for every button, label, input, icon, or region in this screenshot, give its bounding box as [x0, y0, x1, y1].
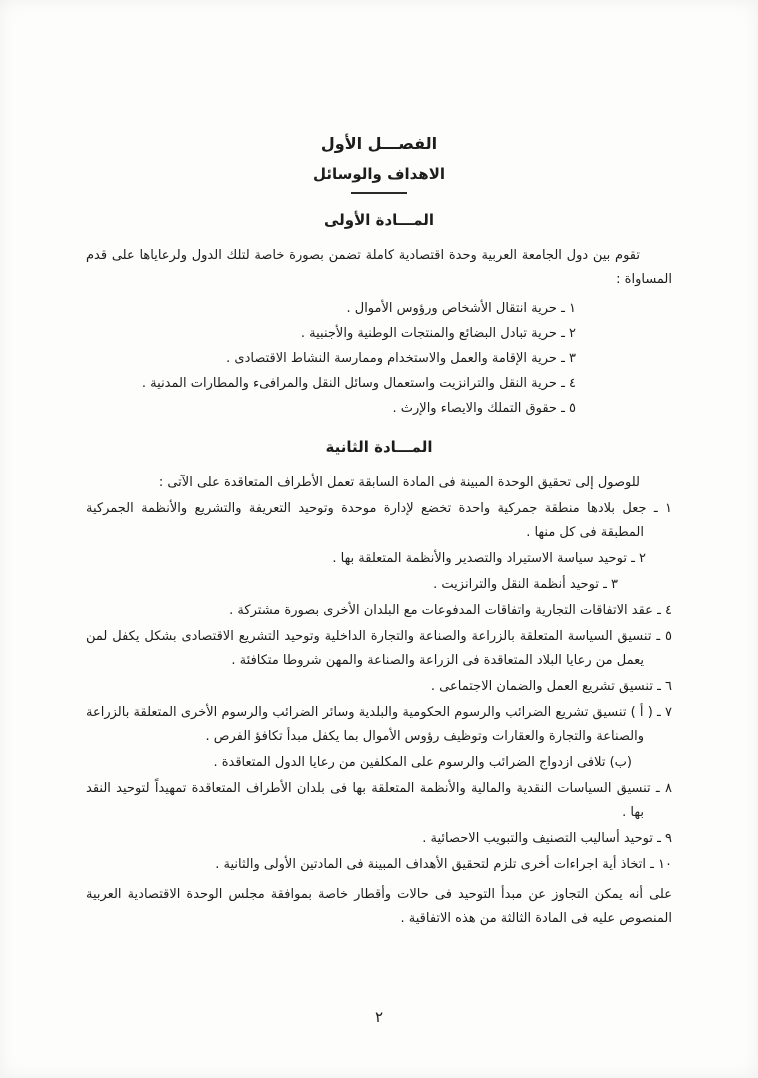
article-one-item: ٢ ـ حرية تبادل البضائع والمنتجات الوطنية والأجنبية .: [300, 326, 576, 341]
article-two-heading: المـــادة الثانية: [325, 438, 433, 456]
article-two-item: ٤ ـ عقد الاتفاقات التجارية واتفاقات المدفوعات مع البلدان الأخرى بصورة مشتركة .: [229, 603, 672, 618]
heading-rule: [351, 192, 407, 194]
article-one-item: ٥ ـ حقوق التملك والايصاء والإرث .: [392, 401, 576, 416]
article-two-item: ٥ ـ تنسيق السياسة المتعلقة بالزراعة والصناعة والتجارة الداخلية وتوحيد التشريع الاقتصادى بشكل يكفل لمن يعمل من رعايا البلاد المتعاقدة فى الزراعة والصناعة والمهن شروطا متكافئة .: [86, 629, 672, 668]
chapter-subtitle: الاهداف والوسائل: [312, 165, 446, 183]
article-one-list: [86, 296, 672, 421]
article-two-item: ٦ ـ تنسيق تشريع العمل والضمان الاجتماعى .: [430, 679, 672, 694]
article-two-item: ٢ ـ توحيد سياسة الاستيراد والتصدير والأنظمة المتعلقة بها .: [332, 551, 646, 566]
article-two-list: [86, 497, 672, 877]
article-two-intro: للوصول إلى تحقيق الوحدة المبينة فى المادة السابقة تعمل الأطراف المتعاقدة على الآتى :: [158, 475, 640, 490]
article-two-item: ٩ ـ توحيد أساليب التصنيف والتبويب الاحصائية .: [422, 831, 672, 846]
article-one-item: ٤ ـ حرية النقل والترانزيت واستعمال وسائل النقل والمرافىء والمطارات المدنية .: [141, 376, 576, 391]
article-two-item: ٧ ـ ( أ ) تنسيق تشريع الضرائب والرسوم الحكومية والبلدية وسائر الضرائب والرسوم الأخرى المتعلقة بالزراعة والصناعة والتجارة والعقارات وتوظيف رؤوس الأموال بما يكفل مبدأ تكافؤ الفرص .: [86, 705, 672, 744]
article-one-intro: تقوم بين دول الجامعة العربية وحدة اقتصادية كاملة تضمن بصورة خاصة لتلك الدول ولرعاياها على قدم المساواة :: [86, 248, 672, 287]
article-two-item: ١٠ ـ اتخاذ أية اجراءات أخرى تلزم لتحقيق الأهداف المبينة فى المادتين الأولى والثانية .: [215, 857, 672, 872]
article-one-heading: المـــادة الأولى: [323, 211, 435, 229]
article-two-subitem: (ب) تلافى ازدواج الضرائب والرسوم على المكلفين من رعايا الدول المتعاقدة .: [213, 755, 632, 770]
article-one-item: ١ ـ حرية انتقال الأشخاص ورؤوس الأموال .: [346, 301, 576, 316]
page-number: ٢: [374, 1008, 384, 1026]
article-one-item: ٣ ـ حرية الإقامة والعمل والاستخدام وممارسة النشاط الاقتصادى .: [226, 351, 576, 366]
article-two-closing: على أنه يمكن التجاوز عن مبدأ التوحيد فى حالات وأقطار خاصة بموافقة مجلس الوحدة الاقتصادية العربية المنصوص عليه فى المادة الثالثة من هذه الاتفاقية .: [86, 887, 672, 926]
article-two-item: ٨ ـ تنسيق السياسات النقدية والمالية والأنظمة المتعلقة بها فى بلدان الأطراف المتعاقدة تمهيداً لتوحيد النقد بها .: [86, 781, 672, 820]
chapter-title: الفصـــل الأول: [320, 134, 438, 153]
page-content: [86, 134, 672, 931]
article-two-item: ١ ـ جعل بلادها منطقة جمركية واحدة تخضع لإدارة موحدة وتوحيد التعريفة والتشريع والأنظمة الجمركية المطبقة فى كل منها .: [86, 501, 672, 540]
article-two-item: ٣ ـ توحيد أنظمة النقل والترانزيت .: [433, 577, 618, 592]
